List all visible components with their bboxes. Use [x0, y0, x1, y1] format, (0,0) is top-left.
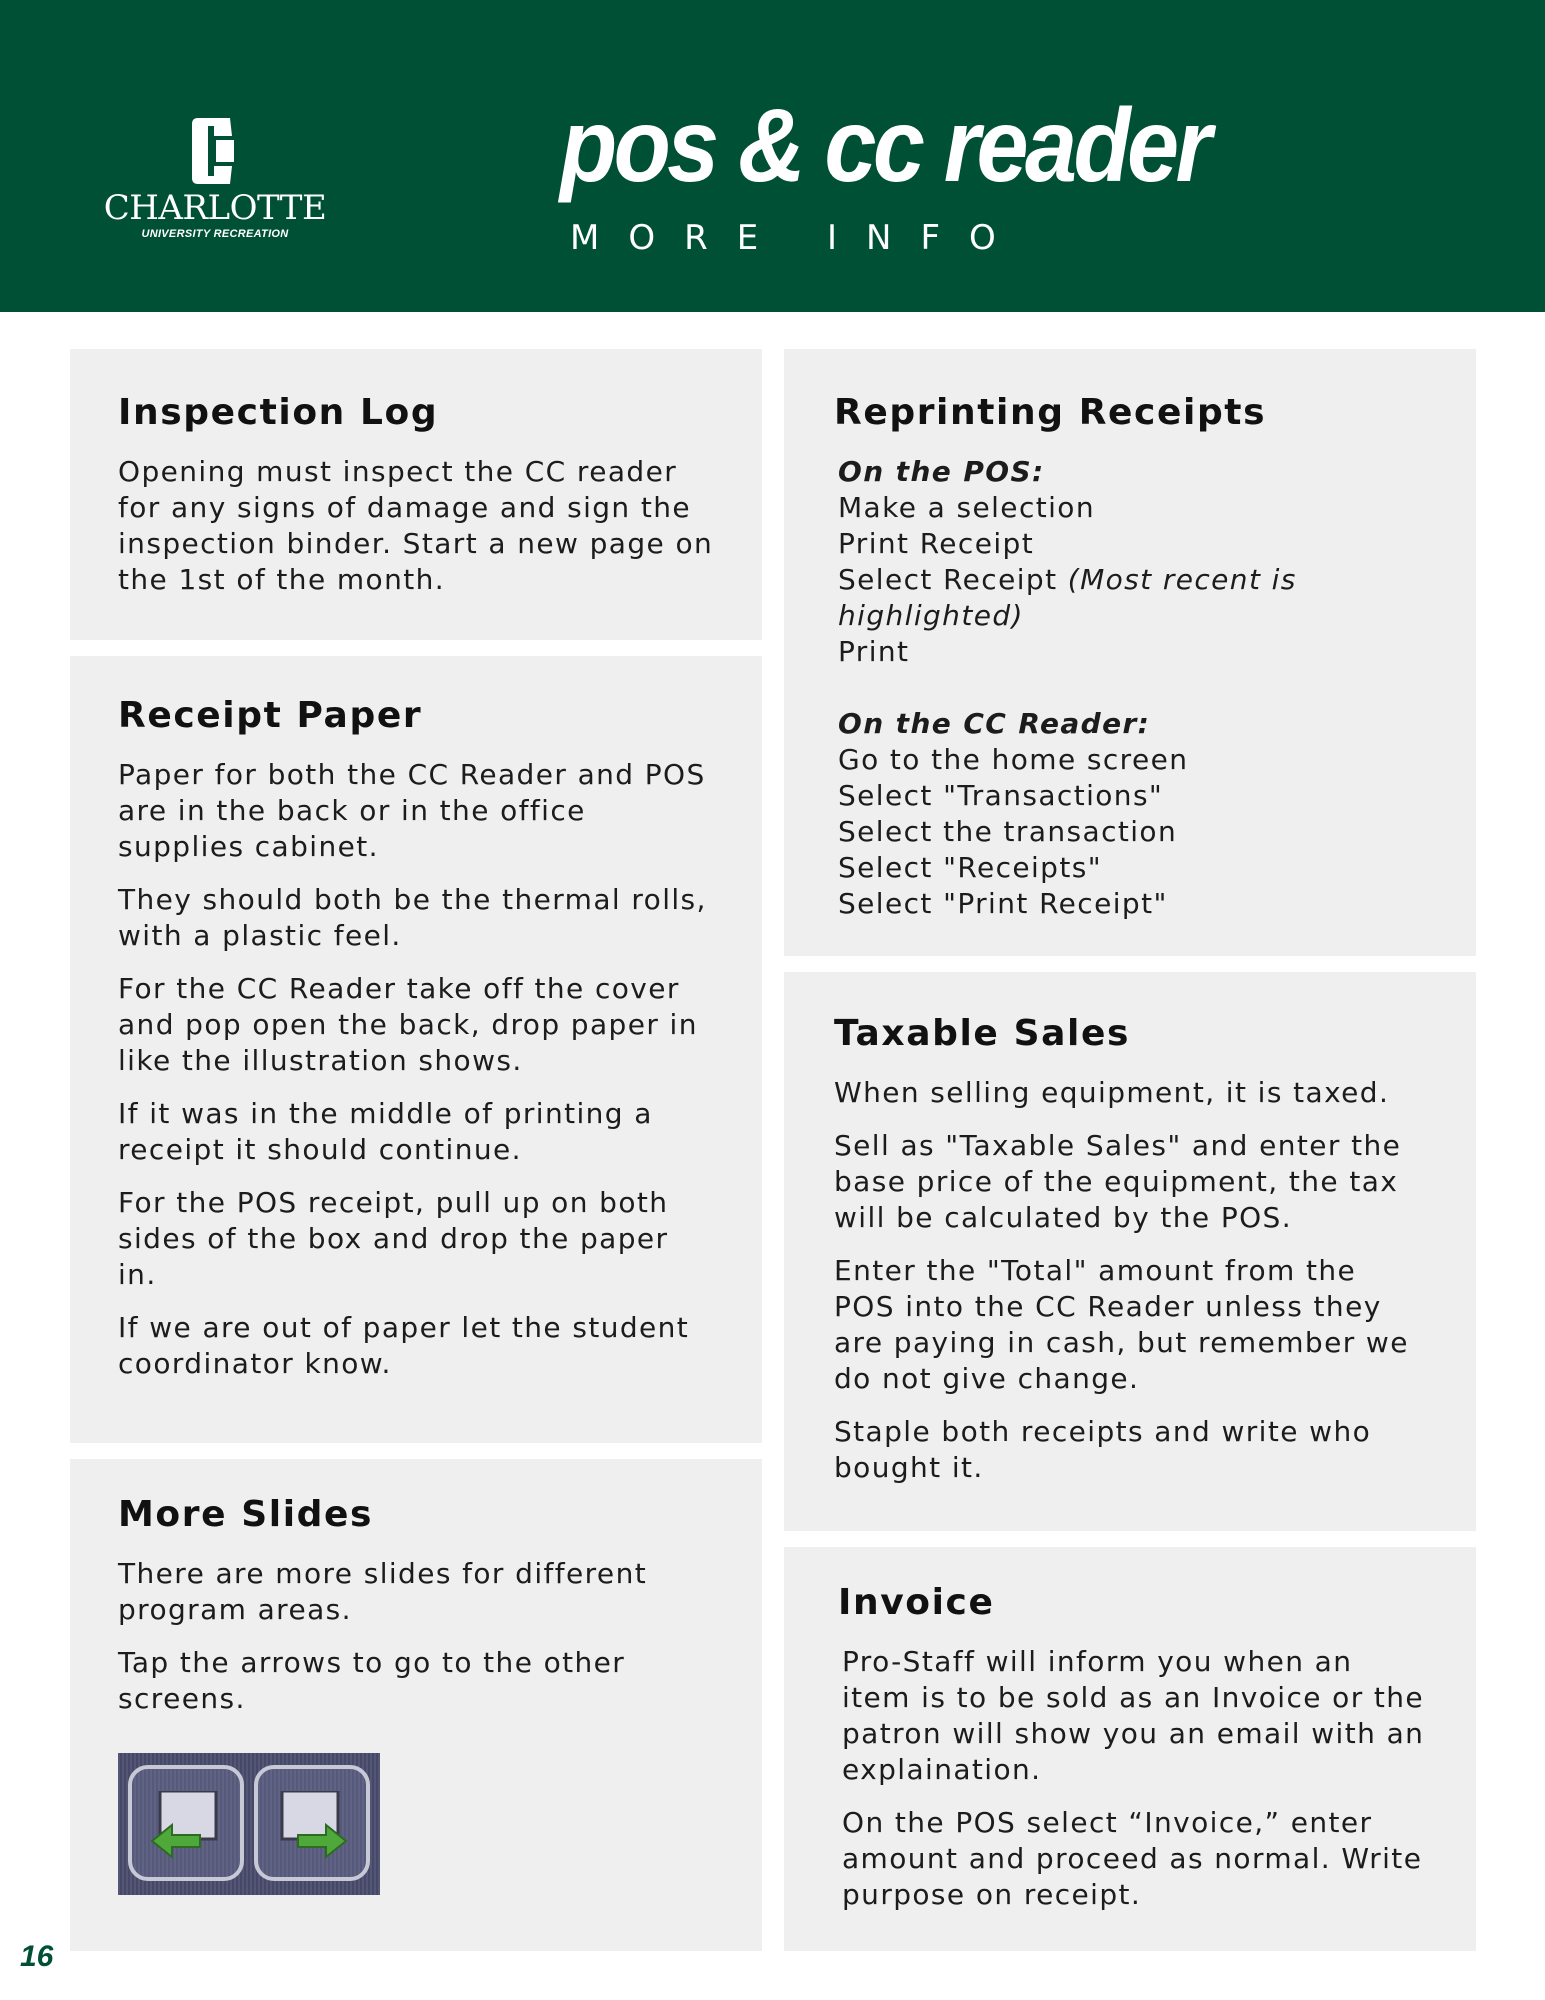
- page-number: 16: [20, 1940, 54, 1973]
- taxable-sales-text-1: When selling equipment, it is taxed.: [834, 1076, 1390, 1110]
- receipt-paper-heading: Receipt Paper: [118, 695, 423, 736]
- pos-section-label: On the POS:: [838, 455, 1045, 489]
- more-slides-heading: More Slides: [118, 1494, 374, 1535]
- cc-step-3: Select the transaction: [838, 815, 1178, 849]
- page-subtitle: MORE INFO: [570, 218, 1025, 258]
- inspection-log-card: [70, 349, 762, 640]
- pos-step-2: Print Receipt: [838, 527, 1035, 561]
- cc-step-5: Select "Print Receipt": [838, 887, 1168, 921]
- more-slides-text-2: Tap the arrows to go to the other screens.: [118, 1646, 626, 1716]
- invoice-card: [784, 1547, 1476, 1951]
- reprinting-receipts-heading: Reprinting Receipts: [834, 392, 1267, 433]
- charlotte-c-icon: [186, 118, 238, 184]
- left-arrow-icon: [128, 1765, 244, 1881]
- inspection-log-text: Opening must inspect the CC reader for any signs of damage and sign the inspection binder. Start a new page on the 1st of the month.: [118, 455, 714, 597]
- cc-reader-section-label: On the CC Reader:: [838, 707, 1151, 741]
- reprinting-receipts-card: [784, 349, 1476, 956]
- cc-step-4: Select "Receipts": [838, 851, 1103, 885]
- charlotte-logo: [100, 118, 330, 248]
- logo-subtitle: UNIVERSITY RECREATION: [141, 228, 289, 240]
- taxable-sales-heading: Taxable Sales: [834, 1013, 1130, 1054]
- cc-step-1: Go to the home screen: [838, 743, 1189, 777]
- pos-step-1: Make a selection: [838, 491, 1095, 525]
- pos-step-3-text: Select Receipt: [838, 563, 1068, 597]
- taxable-sales-text-4: Staple both receipts and write who bought it.: [834, 1415, 1372, 1485]
- page-title: pos & cc reader: [560, 88, 1209, 204]
- invoice-text-2: On the POS select “Invoice,” enter amount and proceed as normal. Write purpose on receipt.: [842, 1806, 1423, 1912]
- receipt-paper-text-1: Paper for both the CC Reader and POS are in the back or in the office supplies cabinet.: [118, 758, 706, 864]
- taxable-sales-text-2: Sell as "Taxable Sales" and enter the base price of the equipment, the tax will be calculated by the POS.: [834, 1129, 1402, 1235]
- receipt-paper-text-3: For the CC Reader take off the cover and pop open the back, drop paper in like the illustration shows.: [118, 972, 698, 1078]
- header-banner: [0, 0, 1545, 312]
- pos-step-4: Print: [838, 635, 910, 669]
- taxable-sales-text-3: Enter the "Total" amount from the POS into the CC Reader unless they are paying in cash, but remember we do not give change.: [834, 1254, 1409, 1396]
- navigation-arrows-image: [118, 1753, 380, 1895]
- receipt-paper-text-6: If we are out of paper let the student coordinator know.: [118, 1311, 690, 1381]
- invoice-heading: Invoice: [838, 1582, 995, 1623]
- pos-step-3: [838, 562, 1426, 634]
- inspection-log-heading: Inspection Log: [118, 392, 439, 433]
- pos-step-3-note: (Most recent is highlighted): [838, 563, 1297, 633]
- receipt-paper-card: [70, 656, 762, 1443]
- receipt-paper-text-5: For the POS receipt, pull up on both sides of the box and drop the paper in.: [118, 1186, 669, 1292]
- logo-wordmark: CHARLOTTE: [103, 188, 327, 228]
- receipt-paper-text-4: If it was in the middle of printing a receipt it should continue.: [118, 1097, 653, 1167]
- more-slides-text-1: There are more slides for different program areas.: [118, 1557, 648, 1627]
- right-arrow-icon: [254, 1765, 370, 1881]
- more-slides-card: [70, 1459, 762, 1951]
- taxable-sales-card: [784, 972, 1476, 1531]
- receipt-paper-text-2: They should both be the thermal rolls, with a plastic feel.: [118, 883, 707, 953]
- cc-step-2: Select "Transactions": [838, 779, 1164, 813]
- invoice-text-1: Pro-Staff will inform you when an item is to be sold as an Invoice or the patron will show you an email with an explaination.: [842, 1645, 1425, 1787]
